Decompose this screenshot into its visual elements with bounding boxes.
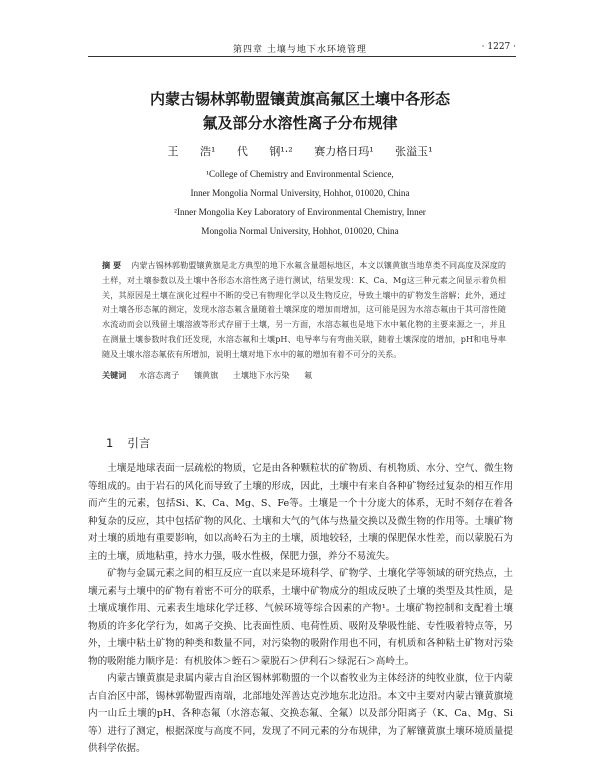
author-list: 王 浩¹ 代 钢¹·² 赛力格日玛¹ 张溢玉¹ <box>167 145 433 158</box>
keyword: 氟 <box>304 370 313 380</box>
running-header <box>88 40 516 57</box>
section-heading <box>106 435 150 451</box>
keywords <box>102 370 506 381</box>
keyword: 土壤地下水污染 <box>232 370 290 380</box>
section-title: 引言 <box>127 436 151 450</box>
title-line-2: 氟及部分水溶性离子分布规律 <box>202 114 398 132</box>
running-title: 第四章 土壤与地下水环境管理 <box>233 45 367 55</box>
affiliation-line: Mongolia Normal University, Hohhot, 010020, China <box>201 226 399 236</box>
body-text <box>88 460 513 758</box>
affiliation-line: ²Inner Mongolia Key Laboratory of Environmental Chemistry, Inner <box>174 207 426 217</box>
abstract-label: 摘 要 <box>102 260 122 270</box>
page-number: · 1227 · <box>481 42 516 52</box>
affiliation-line: ¹College of Chemistry and Environmental Science, <box>206 169 394 179</box>
paper-title <box>0 87 600 135</box>
paragraph: 土壤是地球表面一层疏松的物质，它是由各种颗粒状的矿物质、有机物质、水分、空气、微生物等组成的。由于岩石的风化而导致了土壤的形成，因此，土壤中有来自各种矿物经过复杂的相互作用而产生的元素，包括Si、K、Ca、Mg、S、Fe等。土壤是一个十分庞大的体系，无时不刻存在着各种复杂的反应，其中包括矿物的风化、土壤和大气的气体与热量交换以及微生物的作用等。土壤矿物对土壤的质地有重要影响，如以高岭石为主的土壤，质地较轻，土壤的保肥保水性差，而以蒙脱石为主的土壤，质地粘重，持水力强，吸水性极，保肥力强，养分不易流失。 <box>88 463 513 562</box>
title-line-1: 内蒙古锡林郭勒盟镶黄旗高氟区土壤中各形态 <box>149 90 450 108</box>
abstract-text: 内蒙古锡林郭勒盟镶黄旗是北方典型的地下水氟含量超标地区，本文以镶黄旗当地草类不同高度及深度的土样，对土壤参数以及土壤中各形态水溶性离子进行测试，结果发现：K、Ca、Mg这三种元素之间显示着负相关，其原因是土壤在演化过程中不断的受已有物理化学以及生物反应，导致土壤中的矿物发生溶解；此外，通过对土壤各形态氟的测定，发现水溶态氟含量随着土壤深度的增加而增加，这可能是因为水溶态氟由于其可溶性随水流动而会以残留土壤溶液等形式存留于土壤，另一方面，水溶态氟也是地下水中氟化物的主要来源之一，并且在测量土壤参数时我们还发现，水溶态氟和土壤pH、电导率与有弯曲关联，随着土壤深度的增加，pH和电导率随及土壤水溶态氟依有所增加，说明土壤对地下水中的氟的增加有着不可分的关系。 <box>102 260 506 359</box>
abstract <box>102 258 506 362</box>
section-number: 1 <box>106 436 114 450</box>
keyword: 水溶态离子 <box>138 370 180 380</box>
affiliations <box>0 165 600 241</box>
keywords-label: 关键词 <box>102 370 127 380</box>
paragraph: 内蒙古镶黄旗是隶属内蒙古自治区锡林郭勒盟的一个以畜牧业为主体经济的纯牧业旗，位于内蒙古自治区中部，锡林郭勒盟西南端，北部地处浑善达克沙地东北边沿。本文中主要对内蒙古镶黄旗境内一山丘土壤的pH、各种态氟（水溶态氟、交换态氟、全氟）以及部分阳离子（K、Ca、Mg、Si等）进行了测定，根据深度与高度不同，发现了不同元素的分布规律，为了解镶黄旗土壤环境质量提供科学依据。 <box>88 673 513 754</box>
affiliation-line: Inner Mongolia Normal University, Hohhot, 010020, China <box>190 188 410 198</box>
keyword: 镶黄旗 <box>193 370 219 380</box>
paragraph: 矿物与金属元素之间的相互反应一直以来是环境科学、矿物学、土壤化学等领域的研究热点，土壤元素与土壤中的矿物有着密不可分的联系，土壤中矿物成分的组成反映了土壤的类型及其性质，是土壤成壤作用、元素表生地球化学迁移、气候环境等综合因素的产物¹。土壤矿物控制和支配着土壤物质的许多化学行为，如离子交换、比表面性质、电荷性质、吸附及挚吸性能、专性吸着特点等，另外，土壤中粘土矿物的种类和数量不同，对污染物的吸附作用也不同，有机质和各种粘土矿物对污染物的吸附能力顺序是：有机胶体＞蛭石＞蒙脱石＞伊利石＞绿泥石＞高岭土。 <box>88 568 513 667</box>
